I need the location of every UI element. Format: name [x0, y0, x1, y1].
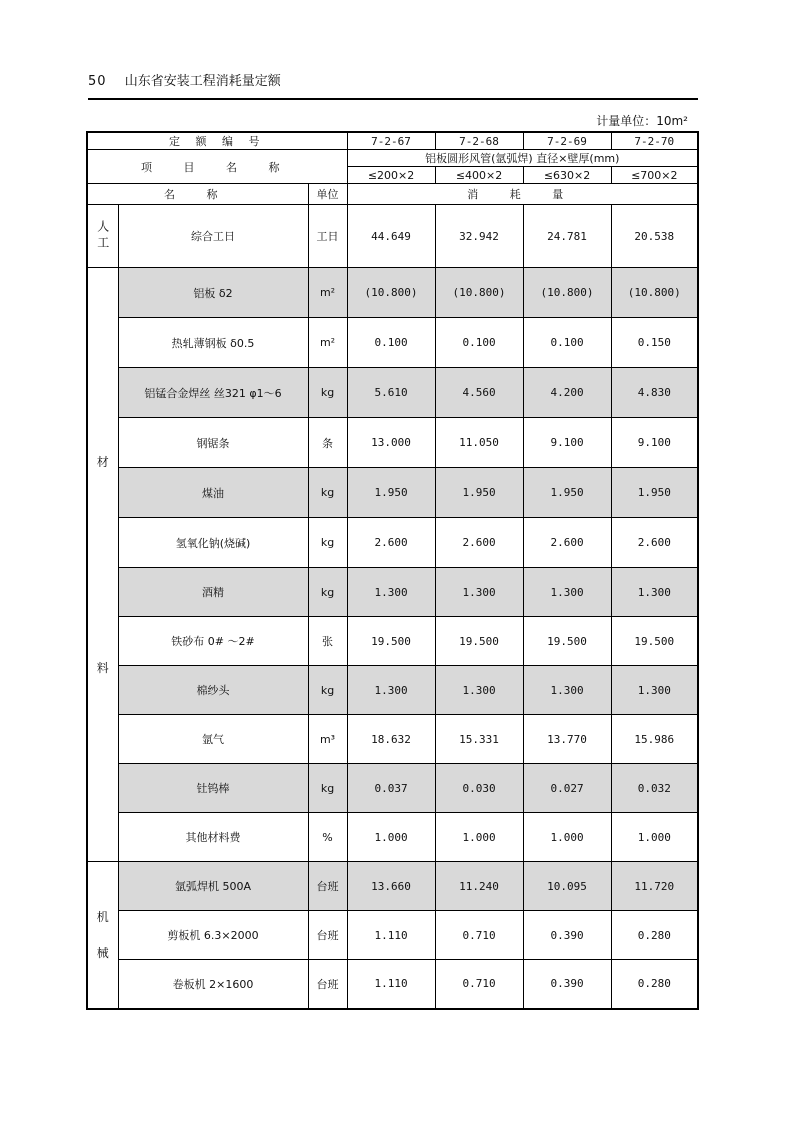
- item-unit: 工日: [308, 205, 347, 268]
- value-cell: 0.030: [435, 764, 523, 813]
- value-cell: 13.660: [347, 862, 435, 911]
- value-cell: 18.632: [347, 715, 435, 764]
- table-row: [87, 715, 698, 764]
- item-unit: 台班: [308, 960, 347, 1009]
- table-row: [87, 960, 698, 1009]
- item-unit: m²: [308, 268, 347, 318]
- quota-table: [86, 131, 699, 1010]
- quota-code: 7-2-70: [611, 132, 698, 150]
- item-name: 铝板 δ2: [118, 268, 308, 318]
- value-cell: 1.300: [611, 666, 698, 715]
- value-cell: 1.300: [347, 666, 435, 715]
- item-unit: m³: [308, 715, 347, 764]
- table-row: [87, 318, 698, 368]
- value-cell: 0.390: [523, 960, 611, 1009]
- item-unit: m²: [308, 318, 347, 368]
- item-name: 剪板机 6.3×2000: [118, 911, 308, 960]
- value-cell: 1.950: [611, 468, 698, 518]
- item-unit: 张: [308, 617, 347, 666]
- table-row: [87, 666, 698, 715]
- value-cell: 13.770: [523, 715, 611, 764]
- value-cell: 0.710: [435, 911, 523, 960]
- value-cell: 1.950: [347, 468, 435, 518]
- quota-code: 7-2-67: [347, 132, 435, 150]
- category-char: 料: [96, 660, 109, 675]
- page-number: 50: [88, 74, 107, 89]
- product-title-row: [87, 150, 698, 167]
- value-cell: 24.781: [523, 205, 611, 268]
- table-row: [87, 205, 698, 268]
- value-cell: 15.331: [435, 715, 523, 764]
- value-cell: 1.950: [523, 468, 611, 518]
- value-cell: (10.800): [611, 268, 698, 318]
- value-cell: 1.000: [347, 813, 435, 862]
- value-cell: 0.150: [611, 318, 698, 368]
- value-cell: 1.300: [435, 666, 523, 715]
- item-name: 氩弧焊机 500A: [118, 862, 308, 911]
- book-title: 山东省安装工程消耗量定额: [124, 74, 281, 89]
- item-name: 棉纱头: [118, 666, 308, 715]
- item-name: 热轧薄钢板 δ0.5: [118, 318, 308, 368]
- value-cell: 13.000: [347, 418, 435, 468]
- item-name: 综合工日: [118, 205, 308, 268]
- value-cell: 20.538: [611, 205, 698, 268]
- value-cell: 19.500: [347, 617, 435, 666]
- item-name: 铁砂布 0# ～2#: [118, 617, 308, 666]
- value-cell: 0.100: [523, 318, 611, 368]
- value-cell: (10.800): [523, 268, 611, 318]
- value-cell: 5.610: [347, 368, 435, 418]
- column-header-row: [87, 184, 698, 205]
- item-name: 卷板机 2×1600: [118, 960, 308, 1009]
- item-name: 煤油: [118, 468, 308, 518]
- table-row: [87, 764, 698, 813]
- value-cell: 0.280: [611, 911, 698, 960]
- category-label-materials: [87, 268, 118, 862]
- item-unit: kg: [308, 368, 347, 418]
- category-char: 械: [96, 945, 109, 960]
- page-header: [88, 72, 698, 100]
- value-cell: 10.095: [523, 862, 611, 911]
- value-cell: 2.600: [435, 518, 523, 568]
- quota-number-label: 定 额 编 号: [87, 132, 347, 150]
- item-name: 铝锰合金焊丝 丝321 φ1～6: [118, 368, 308, 418]
- quota-code: 7-2-68: [435, 132, 523, 150]
- value-cell: 1.300: [435, 568, 523, 617]
- value-cell: 4.200: [523, 368, 611, 418]
- product-title: 铝板圆形风管(氩弧焊) 直径×壁厚(mm): [347, 150, 698, 167]
- item-unit: %: [308, 813, 347, 862]
- value-cell: 0.390: [523, 911, 611, 960]
- item-unit: kg: [308, 666, 347, 715]
- value-cell: 1.300: [523, 666, 611, 715]
- table-row: [87, 813, 698, 862]
- item-unit: kg: [308, 518, 347, 568]
- item-unit: 台班: [308, 911, 347, 960]
- table-row: [87, 468, 698, 518]
- value-cell: 19.500: [435, 617, 523, 666]
- value-cell: 2.600: [347, 518, 435, 568]
- table-row: [87, 568, 698, 617]
- value-cell: 1.000: [435, 813, 523, 862]
- value-cell: 1.110: [347, 911, 435, 960]
- value-cell: 19.500: [523, 617, 611, 666]
- table-row: [87, 418, 698, 468]
- value-cell: 1.110: [347, 960, 435, 1009]
- category-char: 机: [96, 909, 109, 924]
- value-cell: 11.240: [435, 862, 523, 911]
- value-cell: 44.649: [347, 205, 435, 268]
- value-cell: 1.950: [435, 468, 523, 518]
- spec-cell: ≤400×2: [435, 167, 523, 184]
- value-cell: 0.027: [523, 764, 611, 813]
- value-cell: 11.720: [611, 862, 698, 911]
- value-cell: 11.050: [435, 418, 523, 468]
- item-unit: kg: [308, 764, 347, 813]
- value-cell: 0.100: [347, 318, 435, 368]
- value-cell: 1.000: [611, 813, 698, 862]
- item-name: 氩气: [118, 715, 308, 764]
- col-unit-header: 单位: [308, 184, 347, 205]
- quota-number-row: [87, 132, 698, 150]
- unit-note: 计量单位：10m²: [596, 114, 688, 128]
- value-cell: 2.600: [611, 518, 698, 568]
- col-name-header: 名 称: [87, 184, 308, 205]
- table-row: [87, 268, 698, 318]
- item-name-label: 项 目 名 称: [87, 150, 347, 184]
- value-cell: 4.560: [435, 368, 523, 418]
- value-cell: (10.800): [435, 268, 523, 318]
- item-unit: kg: [308, 468, 347, 518]
- value-cell: 9.100: [611, 418, 698, 468]
- value-cell: 1.300: [611, 568, 698, 617]
- table-row: [87, 911, 698, 960]
- value-cell: 0.100: [435, 318, 523, 368]
- value-cell: 4.830: [611, 368, 698, 418]
- value-cell: 1.000: [523, 813, 611, 862]
- item-name: 钍钨棒: [118, 764, 308, 813]
- spec-cell: ≤700×2: [611, 167, 698, 184]
- item-unit: 台班: [308, 862, 347, 911]
- value-cell: 32.942: [435, 205, 523, 268]
- value-cell: 0.037: [347, 764, 435, 813]
- value-cell: 2.600: [523, 518, 611, 568]
- item-unit: 条: [308, 418, 347, 468]
- category-label-labor: 人工: [87, 205, 118, 268]
- table-row: [87, 368, 698, 418]
- value-cell: 0.710: [435, 960, 523, 1009]
- item-name: 酒精: [118, 568, 308, 617]
- value-cell: 0.032: [611, 764, 698, 813]
- item-name: 钢锯条: [118, 418, 308, 468]
- item-name: 氢氧化钠(烧碱): [118, 518, 308, 568]
- col-consumption-header: 消 耗 量: [347, 184, 698, 205]
- value-cell: 0.280: [611, 960, 698, 1009]
- table-row: [87, 518, 698, 568]
- value-cell: (10.800): [347, 268, 435, 318]
- quota-code: 7-2-69: [523, 132, 611, 150]
- item-unit: kg: [308, 568, 347, 617]
- value-cell: 1.300: [347, 568, 435, 617]
- value-cell: 19.500: [611, 617, 698, 666]
- table-row: [87, 617, 698, 666]
- item-name: 其他材料费: [118, 813, 308, 862]
- spec-cell: ≤200×2: [347, 167, 435, 184]
- spec-cell: ≤630×2: [523, 167, 611, 184]
- value-cell: 15.986: [611, 715, 698, 764]
- value-cell: 1.300: [523, 568, 611, 617]
- table-row: [87, 862, 698, 911]
- category-char: 材: [96, 454, 109, 469]
- value-cell: 9.100: [523, 418, 611, 468]
- category-label-machinery: [87, 862, 118, 1009]
